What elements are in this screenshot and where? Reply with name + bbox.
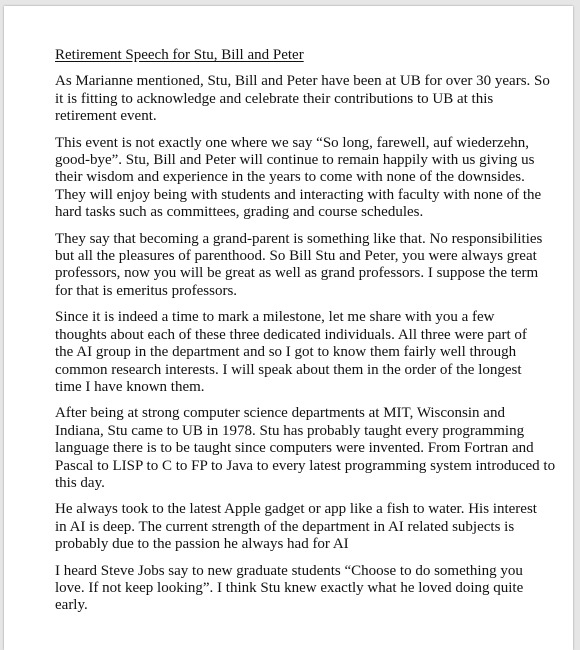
text-line: it is fitting to acknowledge and celebrate their contributions to UB at this (55, 90, 494, 107)
text-line: time I have known them. (55, 378, 205, 395)
paragraph (55, 231, 541, 301)
text-line: Since it is indeed a time to mark a milestone, let me share with you a few (55, 309, 495, 326)
text-line: This event is not exactly one where we say “So long, farewell, auf wiederzehn, (55, 134, 529, 151)
text-line: for that is emeritus professors. (55, 282, 238, 299)
text-line: professors, now you will be great as well as grand professors. I suppose the term (55, 265, 539, 282)
paragraph (55, 73, 550, 125)
text-line: They say that becoming a grand-parent is something like that. No responsibilities (55, 230, 543, 247)
paragraph (55, 501, 541, 553)
text-line: common research interests. I will speak about them in the order of the longest (55, 361, 522, 378)
paragraph (55, 309, 541, 396)
document-title: Retirement Speech for Stu, Bill and Peter (55, 47, 304, 63)
text-line: He always took to the latest Apple gadget or app like a fish to water. His interest (55, 501, 537, 518)
text-line: Indiana, Stu came to UB in 1978. Stu has probably taught every programming (55, 422, 525, 439)
text-line: Pascal to LISP to C to FP to Java to every latest programming system introduced to (55, 457, 556, 474)
text-line: early. (55, 597, 88, 614)
text-line: love. If not keep looking”. I think Stu knew exactly what he loved doing quite (55, 579, 524, 596)
text-line: good-bye”. Stu, Bill and Peter will continue to remain happily with us giving us (55, 152, 535, 169)
text-line: retirement event. (55, 108, 157, 125)
text-line: After being at strong computer science departments at MIT, Wisconsin and (55, 405, 505, 422)
text-line: hard tasks such as committees, grading and course schedules. (55, 204, 424, 221)
text-line: As Marianne mentioned, Stu, Bill and Peter have been at UB for over 30 years. So (55, 73, 550, 90)
text-line: the AI group in the department and so I got to know them fairly well through (55, 344, 517, 361)
text-line: their wisdom and experience in the years to come with none of the downsides. (55, 169, 525, 186)
text-line: this day. (55, 474, 105, 491)
paragraph (55, 135, 541, 222)
paragraph (55, 405, 556, 492)
document-page (4, 6, 573, 650)
paragraph (55, 563, 541, 615)
text-line: language there is to be taught since computers were invented. From Fortran and (55, 440, 534, 457)
text-line: in AI is deep. The current strength of the department in AI related subjects is (55, 518, 515, 535)
text-line: probably due to the passion he always had for AI (55, 536, 349, 553)
text-line: but all the pleasures of parenthood. So Bill Stu and Peter, you were always great (55, 248, 537, 265)
text-line: thoughts about each of these three dedicated individuals. All three were part of (55, 326, 527, 343)
text-line: They will enjoy being with students and interacting with faculty with none of the (55, 186, 542, 203)
text-line: I heard Steve Jobs say to new graduate students “Choose to do something you (55, 562, 523, 579)
